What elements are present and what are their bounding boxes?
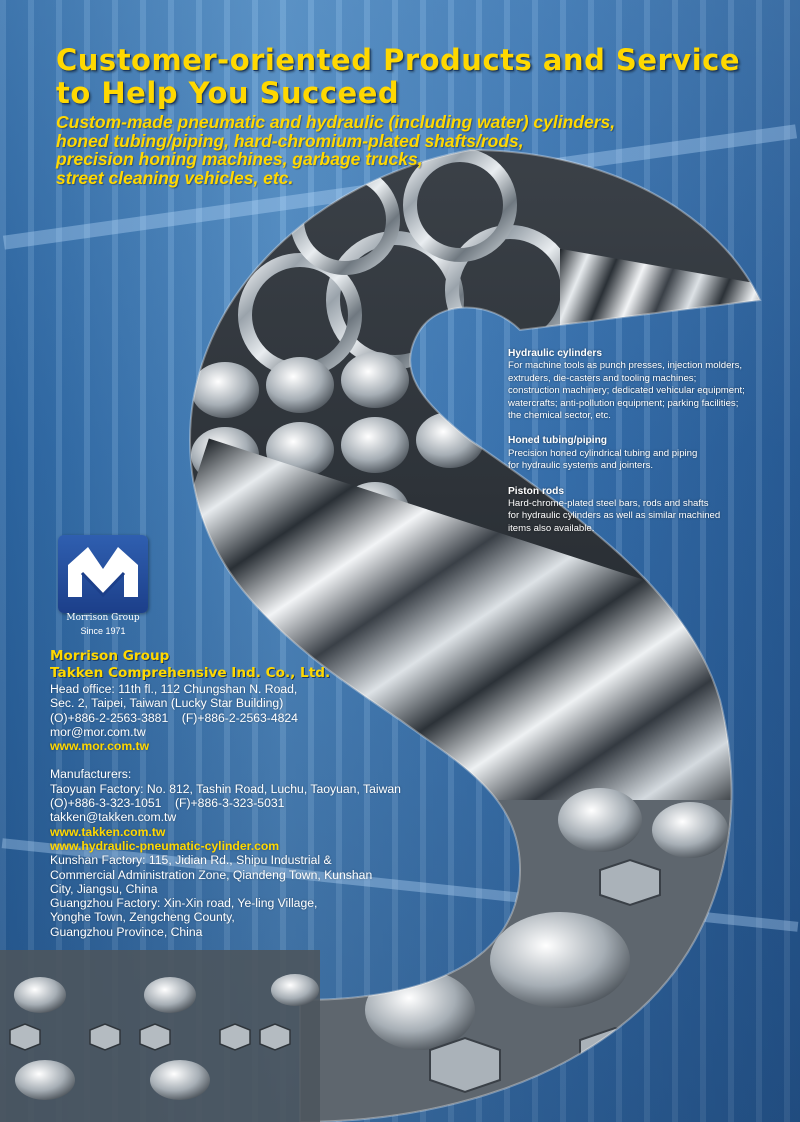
head-office-address: Head office: 11th fl., 112 Chungshan N. Road, [50, 682, 298, 696]
product-text: items also available. [508, 522, 595, 534]
product-title: Piston rods [508, 485, 565, 497]
product-text: for hydraulic cylinders as well as similar machined [508, 510, 721, 522]
logo-since: Since 1971 [80, 626, 126, 636]
headline [56, 44, 776, 110]
taoyuan-factory-email[interactable]: takken@takken.com.tw [50, 810, 177, 825]
product-text: For machine tools as punch presses, injection molders, [508, 360, 743, 372]
takken-website-link[interactable]: www.takken.com.tw [50, 824, 166, 839]
product-title: Hydraulic cylinders [508, 348, 602, 359]
guangzhou-factory-address: Yonghe Town, Zengcheng County, [50, 910, 235, 925]
kunshan-factory-address: Commercial Administration Zone, Qiandeng Town, Kunshan [50, 867, 373, 882]
product-piston-rods [508, 486, 790, 536]
subhead-line: honed tubing/piping, hard-chromium-plated shafts/rods, [56, 130, 524, 151]
group-name: Morrison Group [50, 648, 170, 664]
product-text: construction machinery; dedicated vehicular equipment; [508, 385, 745, 397]
guangzhou-factory-address: Guangzhou Province, China [50, 924, 203, 939]
kunshan-factory-address: Kunshan Factory: 115, Jidian Rd., Shipu Industrial & [50, 853, 332, 868]
kunshan-factory-address: City, Jiangsu, China [50, 881, 158, 896]
manufacturers-label: Manufacturers: [50, 767, 132, 782]
headline-line-2: to Help You Succeed [56, 76, 400, 110]
company-name: Takken Comprehensive Ind. Co., Ltd. [50, 665, 331, 681]
head-office-website-link[interactable]: www.mor.com.tw [50, 739, 150, 754]
product-text: Hard-chrome-plated steel bars, rods and shafts [508, 498, 709, 510]
taoyuan-factory-address: Taoyuan Factory: No. 812, Tashin Road, Luchu, Taoyuan, Taiwan [50, 781, 401, 796]
guangzhou-factory-address: Guangzhou Factory: Xin-Xin road, Ye-ling Village, [50, 896, 318, 911]
head-office-address: Sec. 2, Taipei, Taiwan (Lucky Star Building) [50, 696, 284, 711]
taoyuan-factory-phone: (O)+886-3-323-1051 (F)+886-3-323-5031 [50, 796, 285, 811]
morrison-group-logo [58, 535, 148, 613]
subhead-line: street cleaning vehicles, etc. [56, 167, 294, 188]
product-hydraulic-cylinders [508, 348, 790, 422]
logo-caption [50, 612, 156, 638]
headline-line-1: Customer-oriented Products and Service [56, 43, 740, 77]
logo-name: Morrison Group [66, 613, 140, 623]
head-office-phone: (O)+886-2-2563-3881 (F)+886-2-2563-4824 [50, 710, 298, 725]
m-logo-icon [58, 535, 148, 613]
product-range-subheading [56, 113, 696, 187]
spacer [50, 753, 470, 767]
cylinder-website-link[interactable]: www.hydraulic-pneumatic-cylinder.com [50, 838, 280, 853]
contact-block [50, 648, 470, 939]
product-text: Precision honed cylindrical tubing and piping [508, 447, 698, 459]
product-honed-tubing [508, 435, 790, 472]
head-office-email[interactable]: mor@mor.com.tw [50, 724, 146, 739]
product-text: extruders, die-casters and tooling machines; [508, 372, 697, 384]
product-title: Honed tubing/piping [508, 435, 608, 447]
product-text: the chemical sector, etc. [508, 410, 611, 422]
product-text: for hydraulic systems and jointers. [508, 460, 654, 472]
subhead-line: Custom-made pneumatic and hydraulic (including water) cylinders, [56, 112, 616, 132]
subhead-line: precision honing machines, garbage trucks, [56, 149, 423, 169]
product-text: watercrafts; anti-pollution equipment; parking facilities; [508, 397, 739, 409]
product-descriptions [508, 348, 790, 548]
